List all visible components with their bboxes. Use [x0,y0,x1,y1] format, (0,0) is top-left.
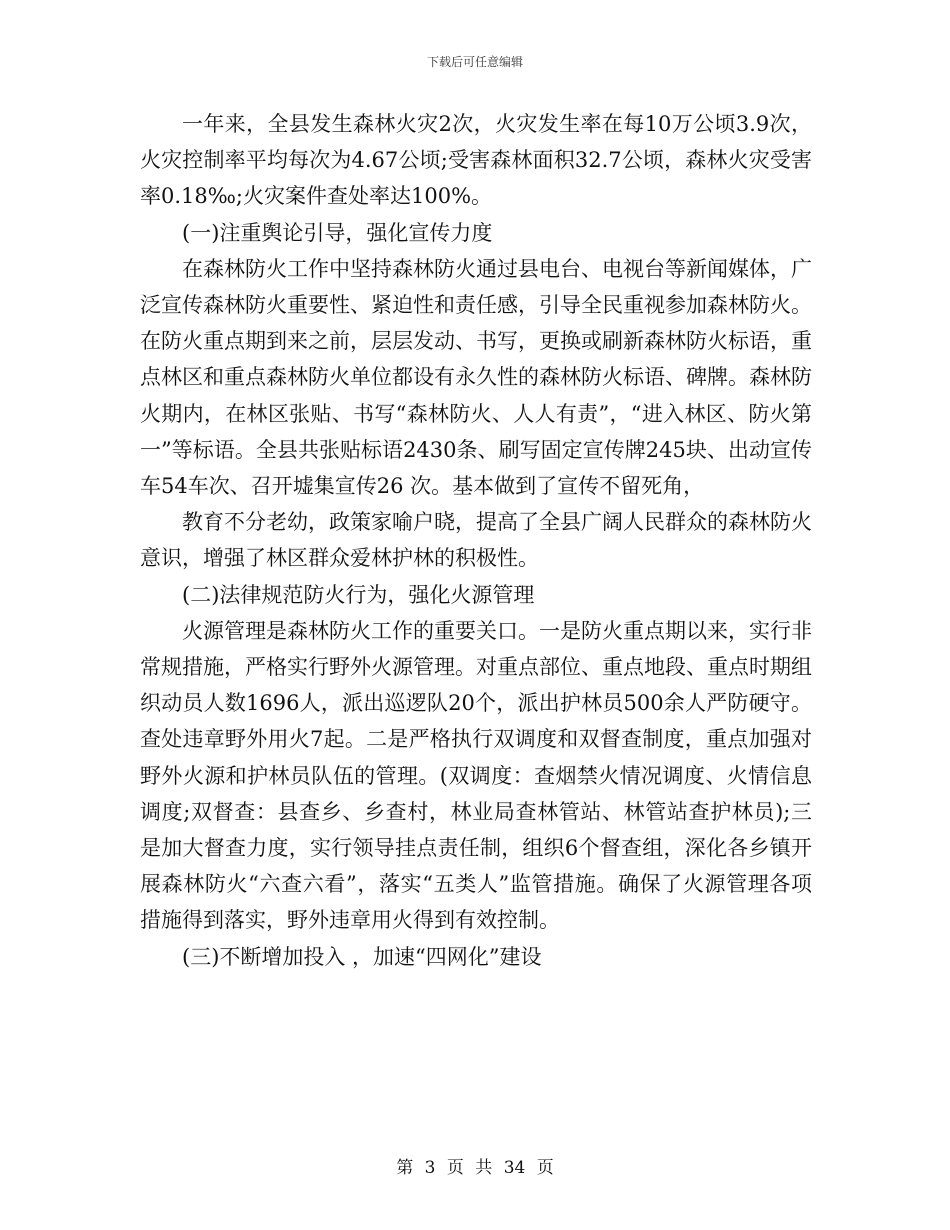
section-heading-investment: (三)不断增加投入 ，加速“四网化”建设 [182,944,542,969]
page-number-footer: 第 3 页 共 34 页 [396,1158,554,1178]
document-body [140,106,812,975]
paragraph-fire-statistics: 一年来，全县发生森林火灾2次，火灾发生率在每10万公顷3.9次，火灾控制率平均每次为4.67公顷;受害森林面积32.7公顷，森林火灾受害率0.18‰;火灾案件查处率达100%。 [140,112,812,209]
paragraph-publicity: 在森林防火工作中坚持森林防火通过县电台、电视台等新闻媒体，广泛宣传森林防火重要性、紧迫性和责任感，引导全民重视参加森林防火。在防火重点期到来之前，层层发动、书写，更换或刷新森林防火标语，重点林区和重点森林防火单位都设有永久性的森林防火标语、碑牌。森林防火期内，在林区张贴、书写“森林防火、人人有责”，“进入林区、防火第一”等标语。全县共张贴标语2430条、刷写固定宣传牌245块、出动宣传车54车次、召开墟集宣传26 次。基本做到了宣传不留死角， [140,256,812,499]
section-heading-fire-source: (二)法律规范防火行为，强化火源管理 [182,582,535,607]
section-heading-publicity: (一)注重舆论引导，强化宣传力度 [182,220,493,245]
paragraph-fire-source-management: 火源管理是森林防火工作的重要关口。一是防火重点期以来，实行非常规措施，严格实行野外火源管理。对重点部位、重点地段、重点时期组织动员人数1696人，派出巡逻队20个，派出护林员500余人严防硬守。查处违章野外用火7起。二是严格执行双调度和双督查制度，重点加强对野外火源和护林员队伍的管理。(双调度：查烟禁火情况调度、火情信息调度;双督查：县查乡、乡查村，林业局查林管站、林管站查护林员);三是加大督查力度，实行领导挂点责任制，组织6个督查组，深化各乡镇开展森林防火“六查六看”，落实“五类人”监管措施。确保了火源管理各项措施得到落实，野外违章用火得到有效控制。 [140,618,812,933]
page-header: 下载后可任意编辑 [426,55,523,69]
paragraph-education: 教育不分老幼，政策家喻户晓，提高了全县广阔人民群众的森林防火意识，增强了林区群众爱林护林的积极性。 [140,510,812,571]
